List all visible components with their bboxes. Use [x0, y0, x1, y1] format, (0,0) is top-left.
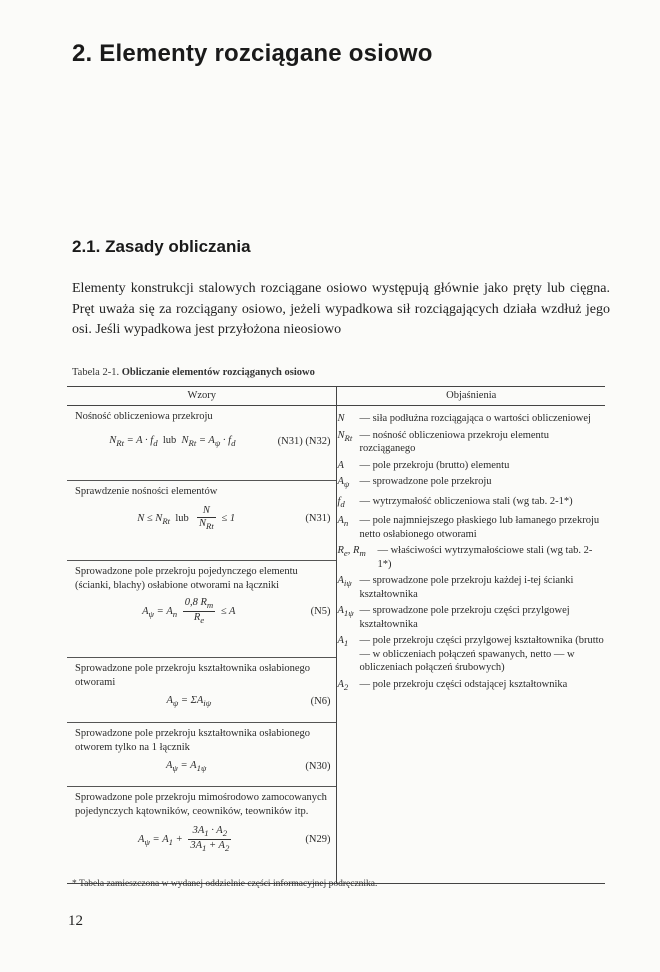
formula-expression: $N \le N_{Rt}$ lub $\frac{N}{N_{Rt}}$ ≤ 1 [137, 505, 236, 532]
formula-block [67, 406, 336, 480]
formula-block [67, 560, 336, 657]
intro-paragraph: Elementy konstrukcji stalowych rozciągane osiowo występują głównie jako pręty lub cięgna. Pręt uważa się za rozciągany osiowo, jeżeli wypadkowa sił rozciągających działa wzdłuż jego osi. Jeśli wypadkowa jest przyłożona nieosiowo [72, 281, 610, 337]
formula-tag: (N31) [305, 512, 331, 524]
formula-tag: (N30) [305, 761, 331, 773]
formula-description: Sprowadzone pole przekroju kształtownika osłabionego otworem tylko na 1 łącznik [75, 728, 311, 753]
explanation-item: $N_{Rt}$ — nośność obliczeniowa przekroju elementu rozciąganego [337, 429, 549, 454]
explanation-item: $A_n$ — pole najmniejszego płaskiego lub łamanego przekroju netto osłabionego otworami [337, 515, 600, 540]
formula-tag: (N6) [310, 696, 331, 708]
formula-description: Nośność obliczeniowa przekroju [75, 411, 213, 422]
formula-tag: (N31) (N32) [277, 436, 331, 448]
formula-tag: (N5) [310, 605, 331, 617]
formula-block [67, 480, 336, 560]
table-caption-label: Tabela 2-1. [72, 367, 120, 378]
formula-block [67, 786, 336, 883]
explanation-item: $A_{i\psi}$ — sprowadzone pole przekroju każdej i-tej ścianki kształtownika [337, 575, 574, 600]
formulas-column [67, 406, 337, 884]
explanation-item: $A_{1\psi}$ — sprowadzone pole przekroju części przylgowej kształtownika [337, 605, 570, 630]
table-caption [72, 367, 315, 378]
formula-equation [75, 759, 330, 775]
footnote: * Tabela zamieszczona w wydanej oddzielnie części informacyjnej podręcznika. [72, 879, 378, 889]
formula-description: Sprawdzenie nośności elementów [75, 486, 218, 497]
formula-expression: $N_{Rt} = A \cdot f_d$ lub $N_{Rt} = A_\psi \cdot f_d$ [109, 435, 236, 449]
formula-equation [75, 597, 330, 626]
explanation-item: A — pole przekroju (brutto) elementu [337, 459, 510, 471]
chapter-title: 2. Elementy rozciągane osiowo [72, 40, 433, 67]
formula-equation [75, 505, 330, 532]
explanation-item: $A_1$ — pole przekroju części przylgowej kształtownika (brutto — w obliczeniach połączeń spawanych, netto — w obliczeniach połączeń śrubowych) [337, 635, 604, 674]
formula-equation [75, 434, 330, 450]
formula-description: Sprowadzone pole przekroju pojedynczego elementu (ścianki, blachy) osłabione otworami na łączniki [75, 566, 298, 591]
formula-equation [75, 825, 330, 854]
explanation-item: N — siła podłużna rozciągająca o wartości obliczeniowej [337, 413, 591, 424]
explanation-item: $A_2$ — pole przekroju części odstającej kształtownika [337, 678, 568, 692]
formula-expression: $A_\psi = \Sigma A_{i\psi}$ [166, 695, 212, 709]
table-header-explanations: Objaśnienia [337, 387, 605, 406]
formula-expression: $A_\psi = A_n$ $\frac{0,8 R_m}{R_e}$ ≤ A [142, 597, 236, 626]
formula-block [67, 722, 336, 786]
explanation-item: $A_\psi$ — sprowadzone pole przekroju [337, 476, 492, 490]
explanations-column [337, 406, 605, 884]
formula-description: Sprowadzone pole przekroju kształtownika osłabionego otworami [75, 663, 311, 688]
explanation-item: $R_e$, $R_m$ — właściwości wytrzymałościowe stali (wg tab. 2-1*) [337, 545, 593, 570]
formula-description: Sprowadzone pole przekroju mimośrodowo zamocowanych pojedynczych kątowników, ceowników, teowników itp. [75, 792, 327, 817]
formula-block [67, 657, 336, 722]
formula-equation [75, 694, 330, 710]
formula-table [67, 386, 605, 884]
formula-expression: $A_\psi = A_{1\psi}$ [165, 760, 207, 774]
table-header-formulas: Wzory [67, 387, 337, 406]
page-number: 12 [68, 913, 83, 929]
explanation-item: $f_d$ — wytrzymałość obliczeniowa stali (wg tab. 2-1*) [337, 495, 573, 509]
section-title: 2.1. Zasady obliczania [72, 237, 251, 256]
formula-expression: $A_\psi = A_1$ + $\frac{3A_1 \cdot A_2}{3A_1 + A_2}$ [138, 825, 230, 854]
formula-tag: (N29) [305, 833, 331, 845]
table-caption-title: Obliczanie elementów rozciąganych osiowo [121, 367, 315, 378]
